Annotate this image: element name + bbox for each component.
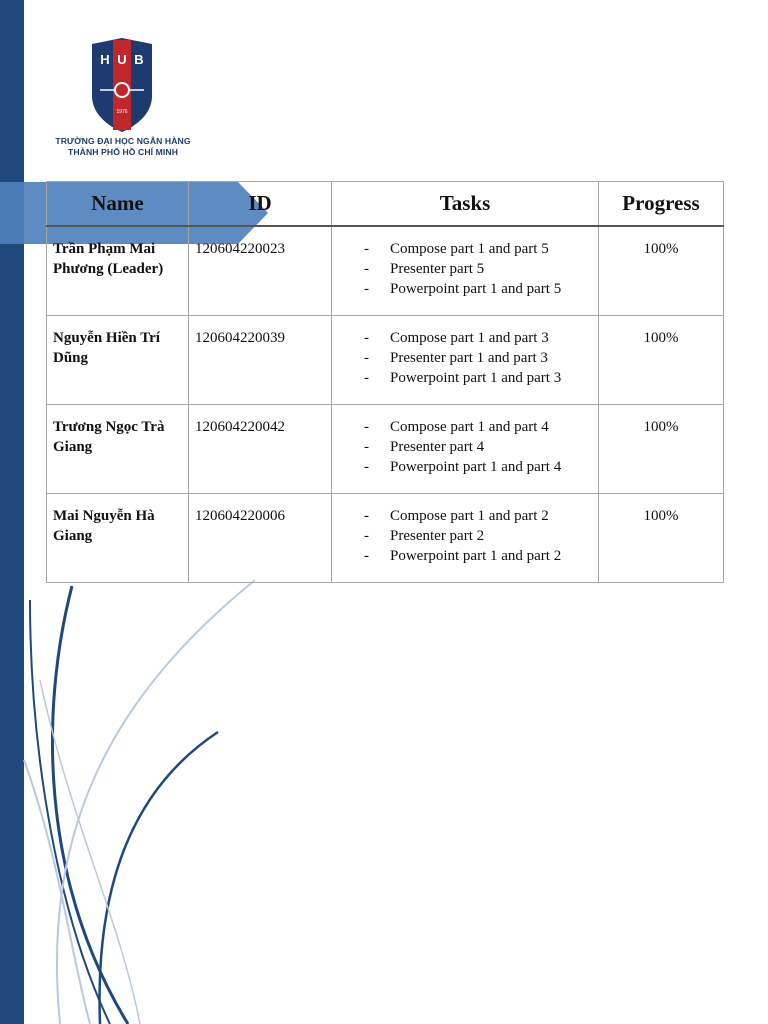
member-progress: 100% xyxy=(599,404,724,493)
member-id: 120604220042 xyxy=(189,404,332,493)
task-item: - Compose part 1 and part 2 xyxy=(360,506,592,526)
university-name-line2: THÀNH PHỐ HỒ CHÍ MINH xyxy=(68,147,178,157)
table-row xyxy=(47,493,724,582)
table-header-row xyxy=(47,182,724,227)
task-item: - Powerpoint part 1 and part 5 xyxy=(360,279,592,299)
member-id: 120604220006 xyxy=(189,493,332,582)
task-list xyxy=(338,239,592,299)
header-id: ID xyxy=(189,182,332,227)
task-item: - Compose part 1 and part 5 xyxy=(360,239,592,259)
logo-letter-b: B xyxy=(134,52,144,67)
member-tasks xyxy=(332,493,599,582)
logo-letter-h: H xyxy=(100,52,110,67)
university-logo xyxy=(48,38,198,158)
logo-year: 1976 xyxy=(116,109,128,115)
university-name-line1: TRƯỜNG ĐẠI HỌC NGÂN HÀNG xyxy=(55,136,191,146)
member-name: Nguyễn Hiền Trí Dũng xyxy=(47,315,189,404)
task-item: - Compose part 1 and part 3 xyxy=(360,328,592,348)
member-id: 120604220023 xyxy=(189,226,332,315)
table-row xyxy=(47,404,724,493)
task-item: - Presenter part 1 and part 3 xyxy=(360,348,592,368)
task-item: - Powerpoint part 1 and part 4 xyxy=(360,457,592,477)
member-name: Trương Ngọc Trà Giang xyxy=(47,404,189,493)
member-name: Trần Phạm Mai Phương (Leader) xyxy=(47,226,189,315)
member-id: 120604220039 xyxy=(189,315,332,404)
task-item: - Presenter part 2 xyxy=(360,526,592,546)
table-row xyxy=(47,226,724,315)
task-list xyxy=(338,328,592,388)
task-assignment-table xyxy=(46,181,724,583)
member-name: Mai Nguyễn Hà Giang xyxy=(47,493,189,582)
task-list xyxy=(338,417,592,477)
task-item: - Presenter part 5 xyxy=(360,259,592,279)
task-item: - Compose part 1 and part 4 xyxy=(360,417,592,437)
task-list xyxy=(338,506,592,566)
task-item: - Powerpoint part 1 and part 3 xyxy=(360,368,592,388)
table-row xyxy=(47,315,724,404)
task-item: - Powerpoint part 1 and part 2 xyxy=(360,546,592,566)
member-tasks xyxy=(332,315,599,404)
header-name: Name xyxy=(47,182,189,227)
member-tasks xyxy=(332,404,599,493)
task-item: - Presenter part 4 xyxy=(360,437,592,457)
member-progress: 100% xyxy=(599,493,724,582)
member-tasks xyxy=(332,226,599,315)
logo-letter-u: U xyxy=(117,52,127,67)
member-progress: 100% xyxy=(599,315,724,404)
decorative-swirls xyxy=(0,560,300,1024)
header-tasks: Tasks xyxy=(332,182,599,227)
header-progress: Progress xyxy=(599,182,724,227)
university-name xyxy=(48,136,198,158)
member-progress: 100% xyxy=(599,226,724,315)
